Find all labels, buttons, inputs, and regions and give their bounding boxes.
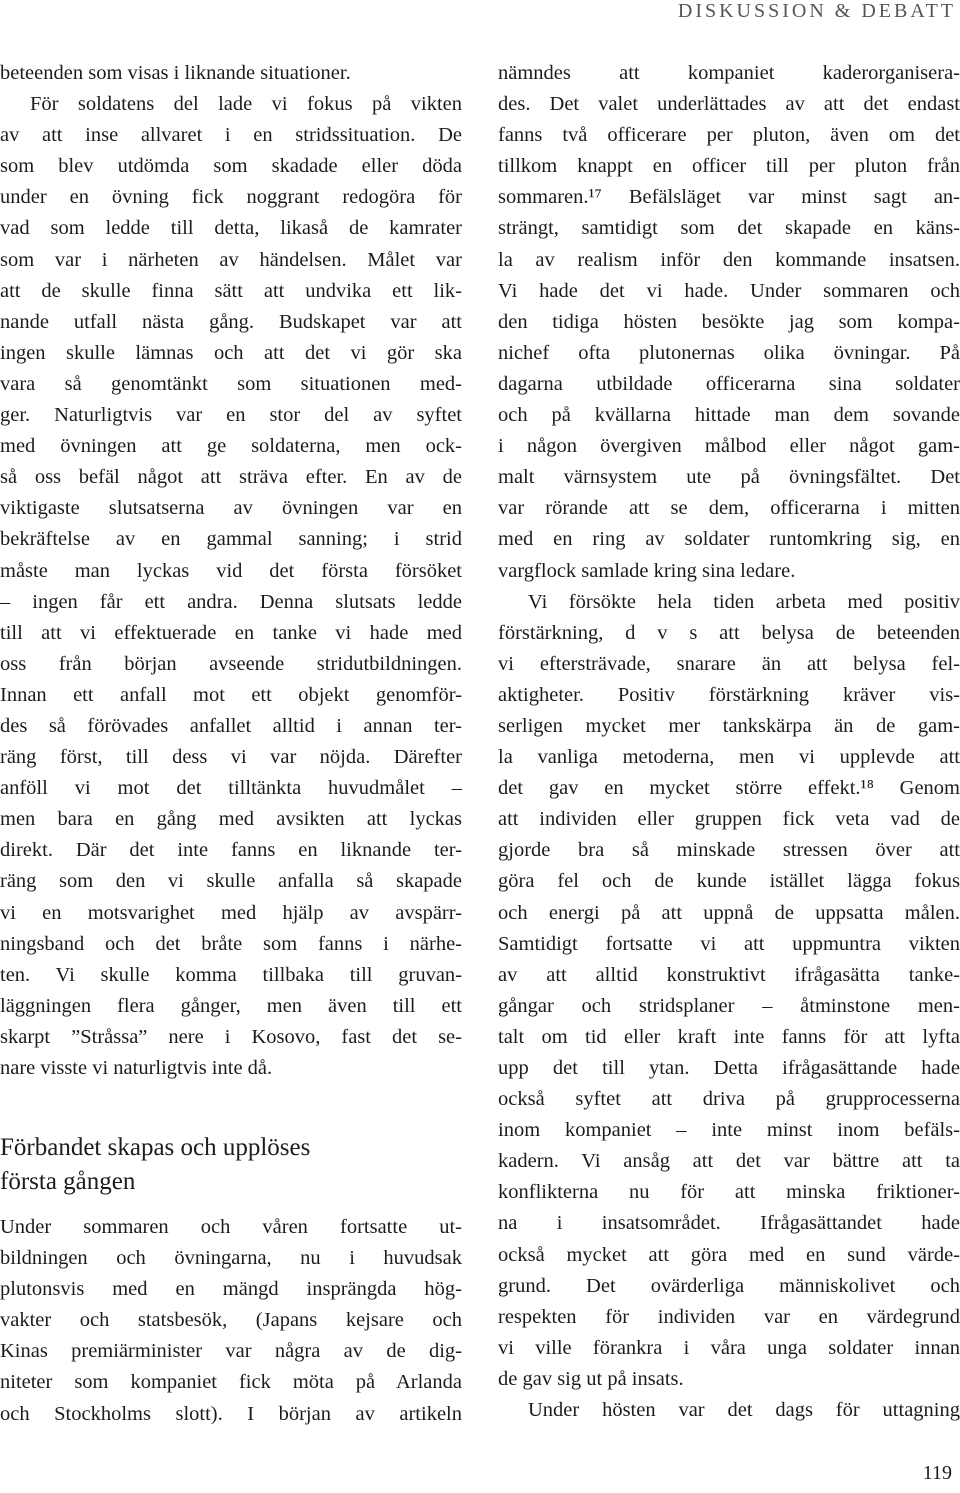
text-line: Under sommaren och våren fortsatte ut- — [0, 1216, 462, 1238]
text-line: som blev utdömda som skadade eller döda — [0, 155, 462, 178]
text-line: den tidiga hösten besökte jag som kompa- — [498, 310, 960, 333]
running-head: DISKUSSION & DEBATT — [677, 0, 956, 22]
text-line: la vanliga metoderna, men vi upplevde att — [498, 746, 960, 769]
text-line: det gav en mycket större effekt.¹⁸ Genom — [498, 777, 960, 800]
text-line: beteenden som visas i liknande situationer. — [0, 62, 351, 84]
text-line: vargflock samlade kring sina ledare. — [498, 559, 796, 582]
text-line: ger. Naturligtvis var en stor del av syftet — [0, 404, 462, 427]
text-line: vakter och statsbesök, (Japans kejsare och — [0, 1309, 462, 1332]
section-heading-line-2: första gången — [0, 1168, 136, 1195]
text-line: och på kvällarna hittade man dem sovande — [498, 404, 960, 427]
text-line: var rörande att se dem, officerarna i mitten — [498, 497, 960, 520]
text-line: av att inse allvaret i en stridssituation. De — [0, 124, 462, 147]
section-heading-line-1: Förbandet skapas och upplöses — [0, 1134, 311, 1161]
text-line: nare visste vi naturligtvis inte då. — [0, 1057, 273, 1079]
text-line: anföll vi mot det tilltänkta huvudmålet – — [0, 777, 462, 800]
text-line: vi ville förankra i våra unga soldater innan — [498, 1336, 960, 1359]
text-line: läggningen flera gånger, men även till ett — [0, 994, 462, 1017]
text-line: niteter som kompaniet fick möta på Arlanda — [0, 1371, 462, 1394]
text-line: och Stockholms slott). I början av artikeln — [0, 1402, 462, 1425]
text-line: direkt. Där det inte fanns en liknande ter- — [0, 839, 462, 862]
text-line: Under hösten var det dags för uttagning — [528, 1399, 960, 1422]
text-line: att de skulle finna sätt att undvika ett lik- — [0, 279, 462, 302]
text-line: med en ring av soldater runtomkring sig, en — [498, 528, 960, 551]
text-line: gångar och stridsplaner – åtminstone men- — [498, 994, 960, 1017]
text-line: plutonsvis med en mängd insprängda hög- — [0, 1278, 462, 1301]
text-line: nämndes att kompaniet kaderorganisera- — [498, 62, 960, 84]
text-line: ningsband och det bråte som fanns i närhe- — [0, 932, 462, 955]
text-line: aktigheter. Positiv förstärkning kräver vis- — [498, 683, 960, 706]
text-line: skarpt ”Stråssa” nere i Kosovo, fast det se- — [0, 1025, 462, 1048]
text-line: upp det till ytan. Detta ifrågasättande hade — [498, 1057, 960, 1079]
text-line: malt värnsystem ute på övningsfältet. Det — [498, 466, 960, 489]
text-line: vi eftersträvade, snarare än att belysa fel- — [498, 652, 960, 675]
text-line: i någon övergiven målbod eller något gam- — [498, 435, 960, 458]
text-line: med övningen att ge soldaterna, men ock- — [0, 435, 462, 458]
text-line: som var i närheten av händelsen. Målet var — [0, 248, 462, 271]
text-line: göra fel och de kunde istället lägga fokus — [498, 870, 960, 893]
text-line: fanns två officerare per pluton, även om det — [498, 124, 960, 147]
text-line: så oss befäl något att sträva efter. En av de — [0, 466, 462, 489]
text-line: kadern. Vi ansåg att det var bättre att ta — [498, 1150, 960, 1173]
text-line: nichef ofta plutonernas olika övningar. På — [498, 341, 960, 364]
text-line: Innan ett anfall mot ett objekt genomför- — [0, 683, 462, 706]
text-line: des så förövades anfallet alltid i annan ter- — [0, 714, 462, 737]
text-line: Samtidigt fortsatte vi att uppmuntra vikten — [498, 932, 960, 955]
text-line: också syftet att driva på grupprocesserna — [498, 1088, 960, 1111]
text-line: också mycket att göra med en sund värde- — [498, 1243, 960, 1266]
text-line: Vi försökte hela tiden arbeta med positiv — [528, 590, 960, 613]
text-line: räng först, till dess vi var nöjda. Därefter — [0, 746, 462, 769]
text-line: serligen mycket mer tankskärpa än de gam- — [498, 714, 960, 737]
page-number: 119 — [922, 1462, 952, 1484]
text-line: dagarna utbildade officerarna sina soldater — [498, 372, 960, 395]
left-column-after-heading — [0, 1212, 462, 1430]
text-line: vad som ledde till detta, likaså de kamrater — [0, 217, 462, 240]
text-line: la av realism inför den kommande insatsen. — [498, 248, 960, 271]
text-line: na i insatsområdet. Ifrågasättandet hade — [498, 1212, 960, 1235]
text-line: konflikterna nu för att minska friktioner- — [498, 1181, 960, 1204]
text-line: respekten för individen var en värdegrund — [498, 1305, 960, 1328]
text-line: oss från början avseende stridutbildningen. — [0, 652, 462, 675]
text-line: – ingen får ett andra. Denna slutsats ledde — [0, 590, 462, 613]
text-line: att individen eller gruppen fick veta vad de — [498, 808, 960, 831]
text-line: sommaren.¹⁷ Befälsläget var minst sagt an- — [498, 186, 960, 209]
text-line: de gav sig ut på insats. — [498, 1367, 684, 1390]
text-line: des. Det valet underlättades av att det endast — [498, 93, 960, 116]
text-line: men bara en gång med avsikten att lyckas — [0, 808, 462, 831]
left-column — [0, 58, 462, 1084]
text-line: gjorde bra så minskade stressen över att — [498, 839, 960, 862]
text-line: Vi hade det vi hade. Under sommaren och — [498, 279, 960, 302]
text-line: grund. Det ovärderliga människolivet och — [498, 1274, 960, 1297]
text-line: viktigaste slutsatserna av övningen var en — [0, 497, 462, 520]
text-line: bekräftelse av en gammal sanning; i strid — [0, 528, 462, 551]
text-line: vi en motsvarighet med hjälp av avspärr- — [0, 901, 462, 924]
text-line: vara så genomtänkt som situationen med- — [0, 372, 462, 395]
right-column — [498, 58, 960, 1426]
text-line: inom kompaniet – inte minst inom befäls- — [498, 1119, 960, 1142]
text-line: nande utfall nästa gång. Budskapet var att — [0, 310, 462, 333]
text-line: talt om tid eller kraft inte fanns för att lyfta — [498, 1025, 960, 1048]
text-line: bildningen och övningarna, nu i huvudsak — [0, 1247, 462, 1270]
text-line: under en övning fick noggrant redogöra för — [0, 186, 462, 209]
text-line: tillkom knappt en officer till per pluton från — [498, 155, 960, 178]
text-line: till att vi effektuerade en tanke vi hade med — [0, 621, 462, 644]
text-line: För soldatens del lade vi fokus på vikten — [30, 93, 462, 116]
section-heading — [0, 1131, 462, 1199]
text-line: strängt, samtidigt som det skapade en käns- — [498, 217, 960, 240]
text-line: måste man lyckas vid det första försöket — [0, 559, 462, 582]
text-line: och energi på att uppnå de uppsatta målen. — [498, 901, 960, 924]
text-line: räng som den vi skulle anfalla så skapade — [0, 870, 462, 893]
text-line: ingen skulle lämnas och att det vi gör ska — [0, 341, 462, 364]
text-line: ten. Vi skulle komma tillbaka till gruvan- — [0, 963, 462, 986]
text-line: av att alltid konstruktivt ifrågasätta tanke- — [498, 963, 960, 986]
text-line: förstärkning, d v s att belysa de beteenden — [498, 621, 960, 644]
text-line: Kinas premiärminister var några av de dig- — [0, 1340, 462, 1363]
